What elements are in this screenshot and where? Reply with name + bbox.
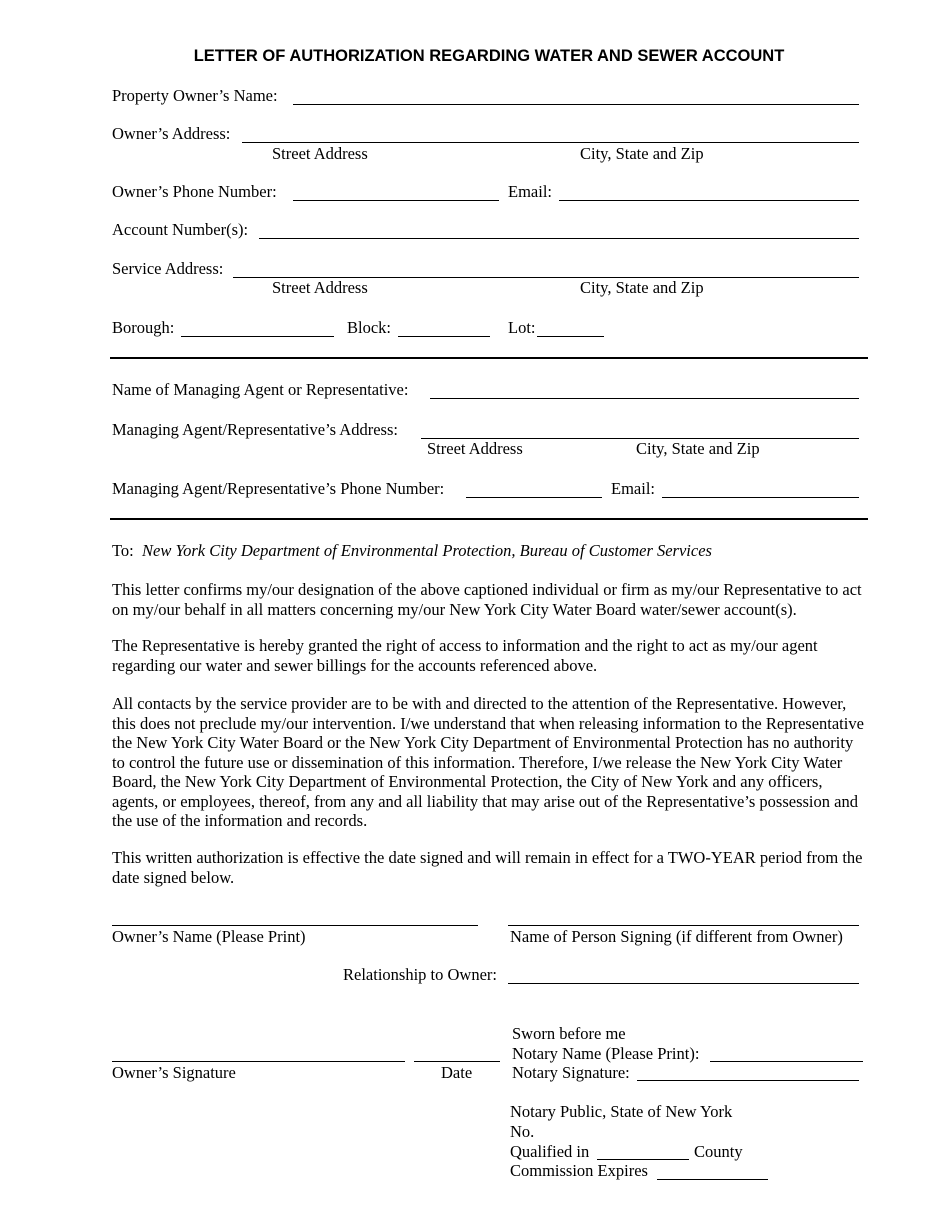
borough-label: Borough: <box>112 318 175 337</box>
block-field[interactable] <box>398 336 490 337</box>
to-recipient: New York City Department of Environmental Protection, Bureau of Customer Services <box>142 541 712 560</box>
account-number-field[interactable] <box>259 238 859 239</box>
notary-public-label: Notary Public, State of New York <box>510 1102 733 1121</box>
date-field[interactable] <box>414 1061 500 1062</box>
owner-print-name-field[interactable] <box>112 925 478 926</box>
section-divider <box>110 357 868 359</box>
owner-address-field[interactable] <box>242 142 859 143</box>
agent-address-label: Managing Agent/Representative’s Address: <box>112 420 398 439</box>
notary-name-field[interactable] <box>710 1061 863 1062</box>
notary-name-label: Notary Name (Please Print): <box>512 1044 700 1063</box>
account-number-label: Account Number(s): <box>112 220 249 239</box>
person-signing-label: Name of Person Signing (if different from Owner) <box>510 927 843 946</box>
form-title: LETTER OF AUTHORIZATION REGARDING WATER AND SEWER ACCOUNT <box>193 47 785 65</box>
owner-phone-field[interactable] <box>293 200 499 201</box>
service-street-caption: Street Address <box>272 278 368 297</box>
agent-phone-field[interactable] <box>466 497 602 498</box>
lot-field[interactable] <box>537 336 604 337</box>
agent-city-caption: City, State and Zip <box>636 439 760 458</box>
notary-number-label: No. <box>510 1122 535 1141</box>
paragraph-liability: All contacts by the service provider are to be with and directed to the attention of the Representative. However, this does not preclude my/our intervention. I/we understand that when releasing information to the Representative the New York City Water Board or the New York City Department of Environmental Protection has no authority to control the future use or dissemination of this information. Therefore, I/we release the New York City Water Board, the New York City Department of Environmental Protection, the City of New York and any officers, agents, or employees, thereof, from any and all liability that may arise out of the Representative’s possession and the use of the information and records. <box>112 694 864 830</box>
section-divider <box>110 518 868 520</box>
owner-signature-field[interactable] <box>112 1061 405 1062</box>
to-line <box>112 541 712 561</box>
lot-label: Lot: <box>508 318 536 337</box>
agent-email-label: Email: <box>611 479 655 498</box>
owner-street-caption: Street Address <box>272 144 368 163</box>
owner-email-label: Email: <box>508 182 552 201</box>
notary-signature-label: Notary Signature: <box>512 1063 630 1082</box>
owner-address-label: Owner’s Address: <box>112 124 231 143</box>
agent-phone-label: Managing Agent/Representative’s Phone Number: <box>112 479 445 498</box>
borough-field[interactable] <box>181 336 334 337</box>
agent-name-label: Name of Managing Agent or Representative: <box>112 380 409 399</box>
agent-name-field[interactable] <box>430 398 859 399</box>
owner-name-field[interactable] <box>293 104 859 105</box>
commission-expires-label: Commission Expires <box>510 1161 648 1180</box>
date-label: Date <box>441 1063 473 1082</box>
relationship-field[interactable] <box>508 983 859 984</box>
notary-signature-field[interactable] <box>637 1080 859 1081</box>
county-field[interactable] <box>597 1159 689 1160</box>
person-signing-field[interactable] <box>508 925 859 926</box>
agent-street-caption: Street Address <box>427 439 523 458</box>
agent-email-field[interactable] <box>662 497 859 498</box>
county-label: County <box>694 1142 743 1161</box>
service-address-label: Service Address: <box>112 259 224 278</box>
commission-expires-field[interactable] <box>657 1179 768 1180</box>
service-city-caption: City, State and Zip <box>580 278 704 297</box>
paragraph-designation: This letter confirms my/our designation of the above captioned individual or firm as my/our Representative to act on my/our behalf in all matters concerning my/our New York City Water Board water/sewer account(s). <box>112 580 862 619</box>
owner-print-name-label: Owner’s Name (Please Print) <box>112 927 306 946</box>
paragraph-duration: This written authorization is effective the date signed and will remain in effect for a TWO-YEAR period from the date signed below. <box>112 848 863 887</box>
owner-phone-label: Owner’s Phone Number: <box>112 182 277 201</box>
paragraph-access: The Representative is hereby granted the right of access to information and the right to act as my/our agent regarding our water and sewer billings for the accounts referenced above. <box>112 636 818 675</box>
owner-city-caption: City, State and Zip <box>580 144 704 163</box>
owner-email-field[interactable] <box>559 200 859 201</box>
relationship-label: Relationship to Owner: <box>343 965 497 984</box>
owner-name-label: Property Owner’s Name: <box>112 86 278 105</box>
owner-signature-label: Owner’s Signature <box>112 1063 236 1082</box>
sworn-label: Sworn before me <box>512 1024 626 1043</box>
qualified-in-label: Qualified in <box>510 1142 590 1161</box>
block-label: Block: <box>347 318 391 337</box>
to-label: To: <box>112 541 134 560</box>
